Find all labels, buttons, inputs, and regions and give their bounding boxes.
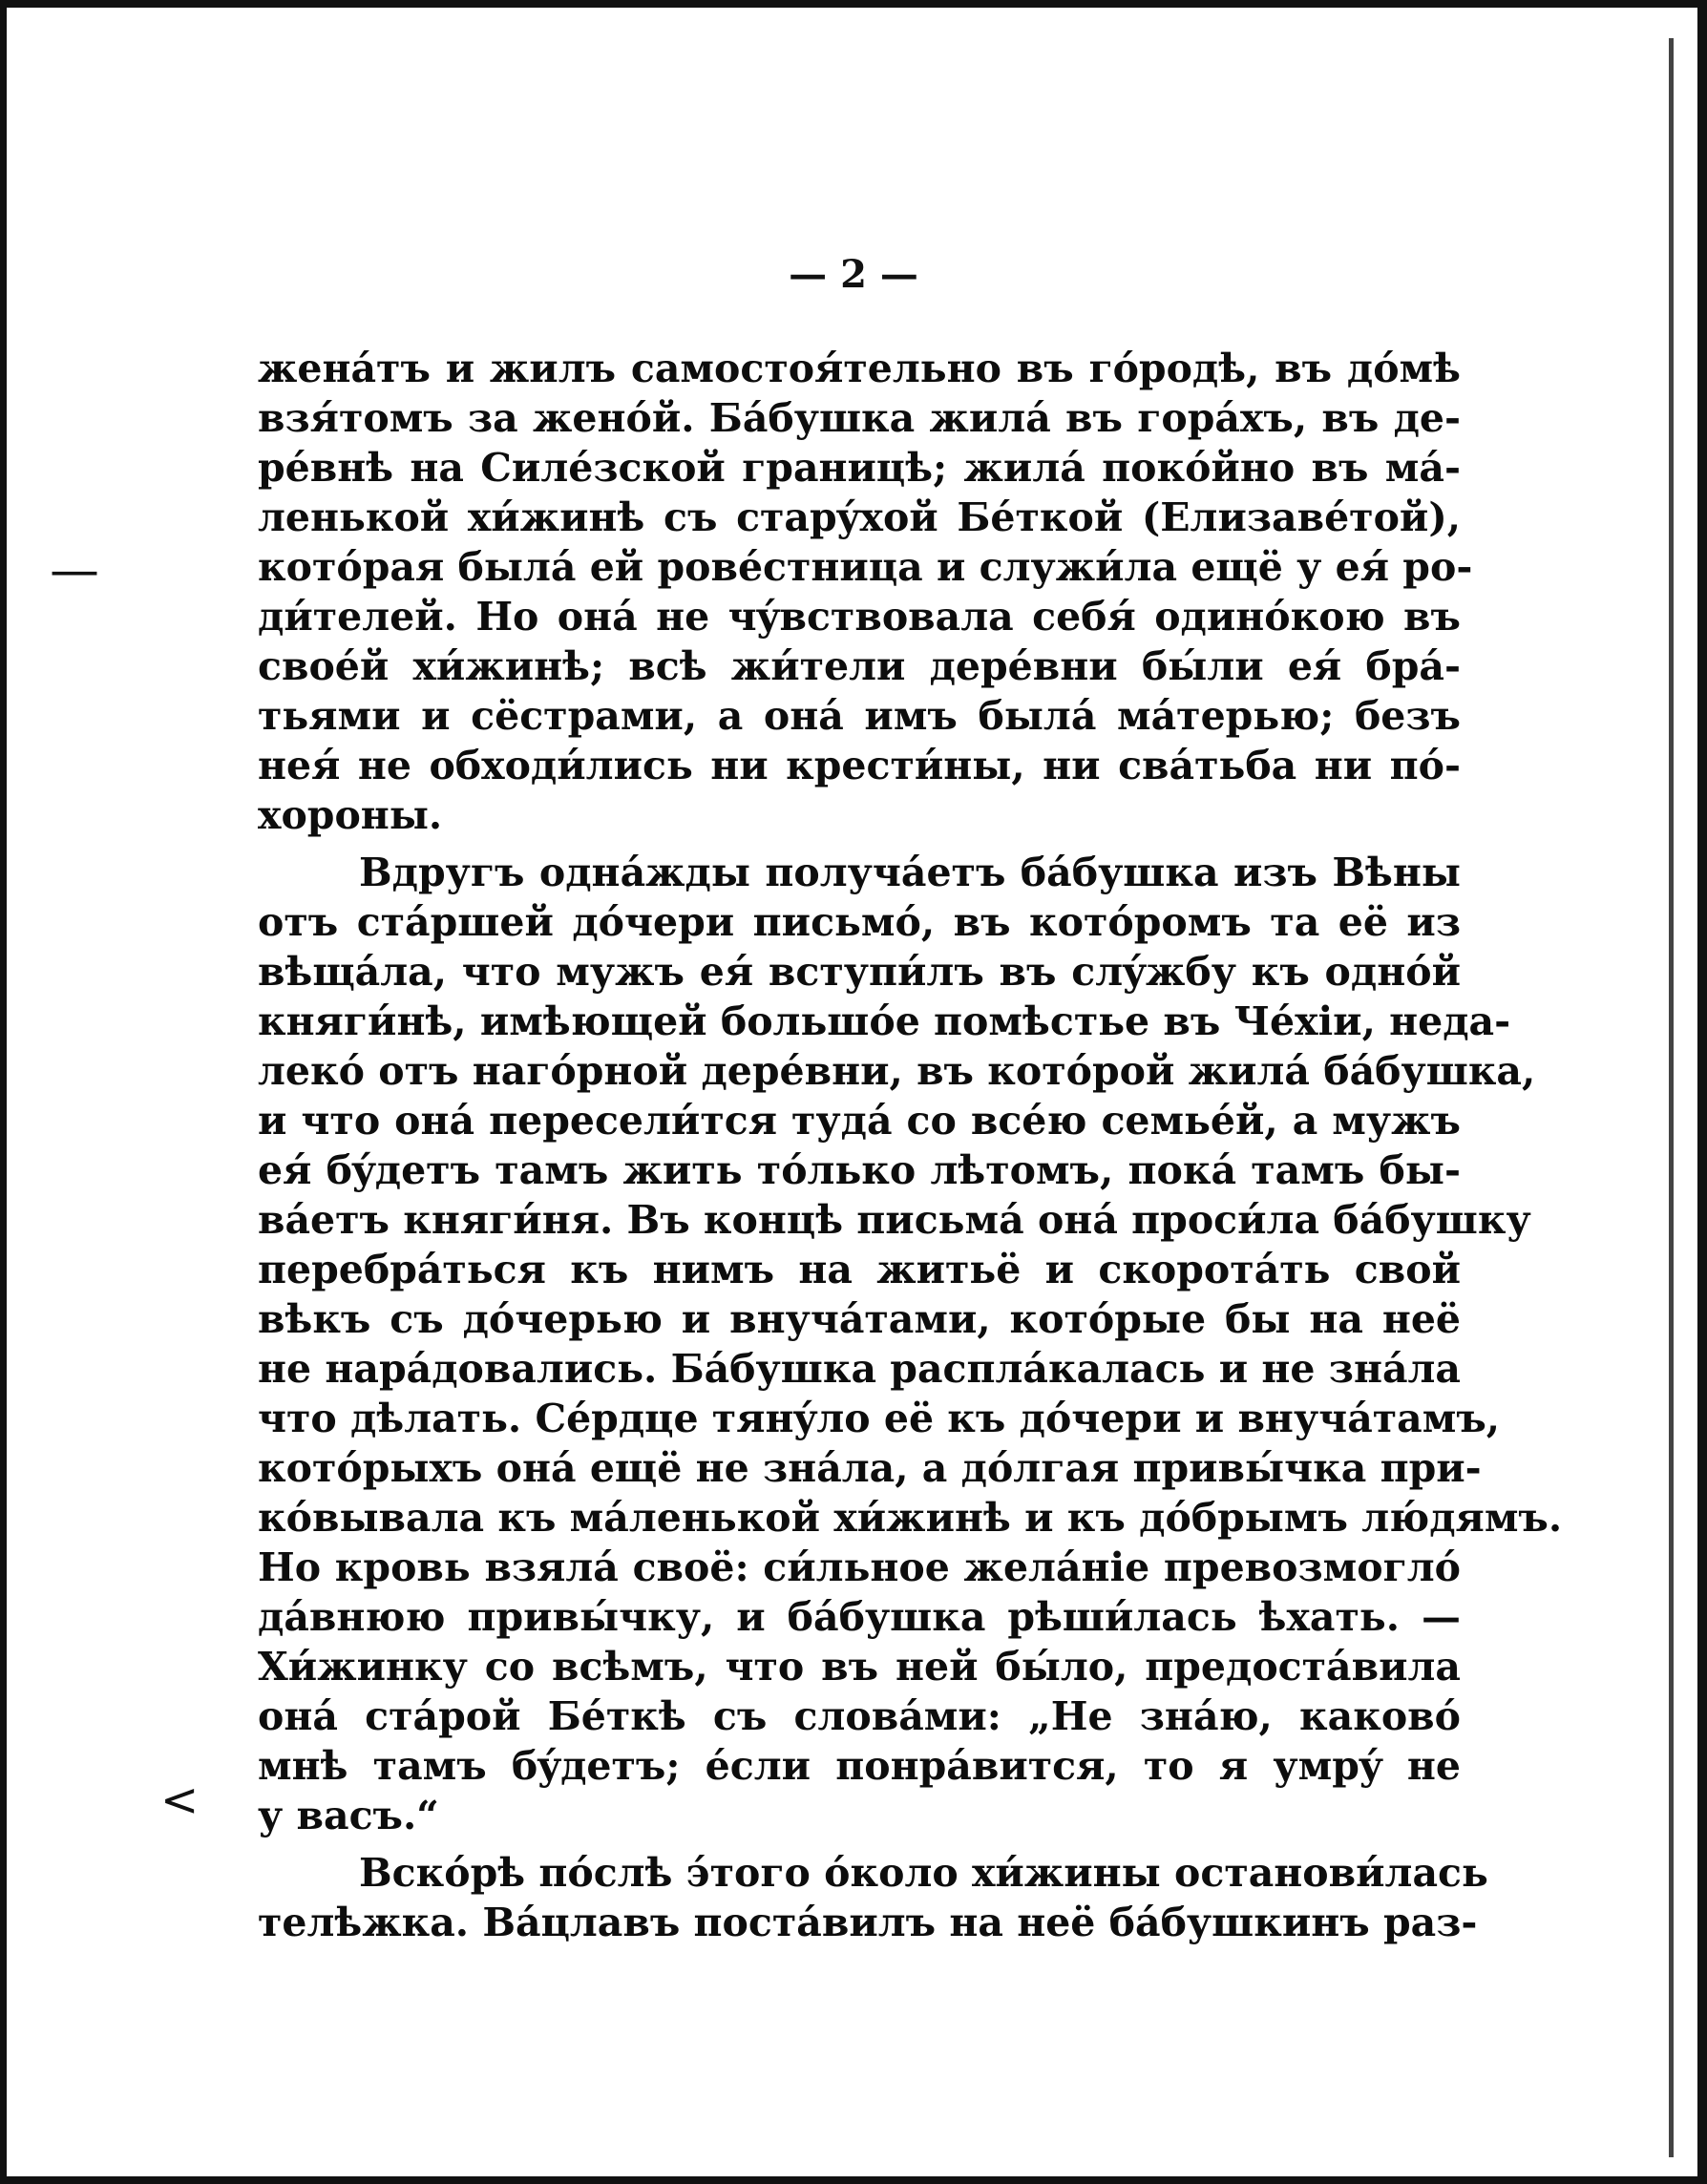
text-line: Вдругъ однáжды получáетъ бáбушка изъ Вѣны <box>359 850 1461 895</box>
body-text <box>258 344 1563 1947</box>
text-line: у васъ.“ <box>258 1793 439 1838</box>
text-line: не нарáдовались. Бáбушка расплáкалась и не знáла <box>258 1346 1461 1392</box>
text-line: лекó отъ нагóрной дерéвни, въ котóрой жилá бáбушка, <box>258 1048 1536 1094</box>
text-line: дáвнюю привы́чку, и бáбушка рѣши́лась ѣхать. — <box>258 1594 1461 1640</box>
text-line: отъ стáршей дóчери письмó, въ котóромъ та её из <box>258 899 1461 945</box>
text-line: вѣщáла, что мужъ ея́ вступи́лъ въ слýжбу къ однóй <box>258 949 1461 995</box>
text-line: и что онá пересели́тся тудá со всéю семьéй, а мужъ <box>258 1098 1461 1144</box>
text-line: котóрыхъ онá ещё не знáла, а дóлгая привы́чка при- <box>258 1445 1482 1491</box>
text-line: женáтъ и жилъ самостоя́тельно въ гóродѣ, въ дóмѣ <box>258 346 1461 391</box>
text-line: ди́телей. Но онá не чýвствовала себя́ одинóкою въ <box>258 594 1461 640</box>
text-line: вáетъ княги́ня. Въ концѣ письмá онá проси́ла бáбушку <box>258 1197 1531 1243</box>
text-line: взя́томъ за женóй. Бáбушка жилá въ горáхъ, въ де- <box>258 395 1461 441</box>
text-line: вѣкъ съ дóчерью и внучáтами, котóрые бы на неё <box>258 1296 1461 1342</box>
scan-border-right <box>1697 0 1707 2184</box>
scan-border-bottom <box>0 2176 1707 2184</box>
text-line: мнѣ тамъ бýдетъ; éсли понрáвится, то я умрý не <box>258 1743 1461 1789</box>
text-line: Хи́жинку со всѣмъ, что въ ней бы́ло, предостáвила <box>258 1644 1461 1690</box>
margin-dash-mark: — <box>50 542 99 599</box>
text-line: тьями и сёстрами, а онá имъ былá мáтерью; безъ <box>258 693 1461 739</box>
text-line: кóвывала къ мáленькой хи́жинѣ и къ дóбрымъ лю́дямъ. <box>258 1495 1563 1541</box>
scan-border-top <box>0 0 1707 8</box>
text-line: ленькой хи́жинѣ съ старýхой Бéткой (Елизавéтой), <box>258 494 1461 540</box>
text-line: княги́нѣ, имѣющей большóе помѣстье въ Чéхіи, неда- <box>258 998 1511 1044</box>
scan-border-left <box>0 0 7 2184</box>
margin-bracket-mark: < <box>160 1774 200 1827</box>
page-number: — 2 — <box>789 252 918 297</box>
text-line: Вскóрѣ пóслѣ э́того óколо хи́жины останови́лась <box>359 1850 1488 1896</box>
text-line: что дѣлать. Сéрдце тянýло её къ дóчери и внучáтамъ, <box>258 1396 1501 1441</box>
text-line: ея́ бýдетъ тамъ жить тóлько лѣтомъ, покá тамъ бы- <box>258 1147 1461 1193</box>
text-line: перебрáться къ нимъ на житьё и скоротáть свой <box>258 1247 1461 1292</box>
page-edge-shadow <box>1669 38 1674 2157</box>
text-line: рéвнѣ на Силéзской границѣ; жилá покóйно въ мá- <box>258 445 1461 491</box>
text-line: онá стáрой Бéткѣ съ словáми: „Не знáю, каковó <box>258 1693 1461 1739</box>
text-line: нея́ не обходи́лись ни крести́ны, ни свáтьба ни пó- <box>258 743 1461 788</box>
text-line: телѣжка. Вáцлавъ постáвилъ на неё бáбушкинъ раз- <box>258 1900 1478 1945</box>
text-line: хороны. <box>258 792 443 838</box>
paragraph-gap <box>258 1840 1461 1848</box>
text-line: котóрая былá ей ровéстница и служи́ла ещё у ея́ ро- <box>258 544 1473 590</box>
text-line: своéй хи́жинѣ; всѣ жи́тели дерéвни бы́ли ея́ брá- <box>258 643 1461 689</box>
text-line: Но кровь взялá своё: си́льное желáніе превозмоглó <box>258 1544 1461 1590</box>
paragraph-gap <box>258 840 1461 848</box>
